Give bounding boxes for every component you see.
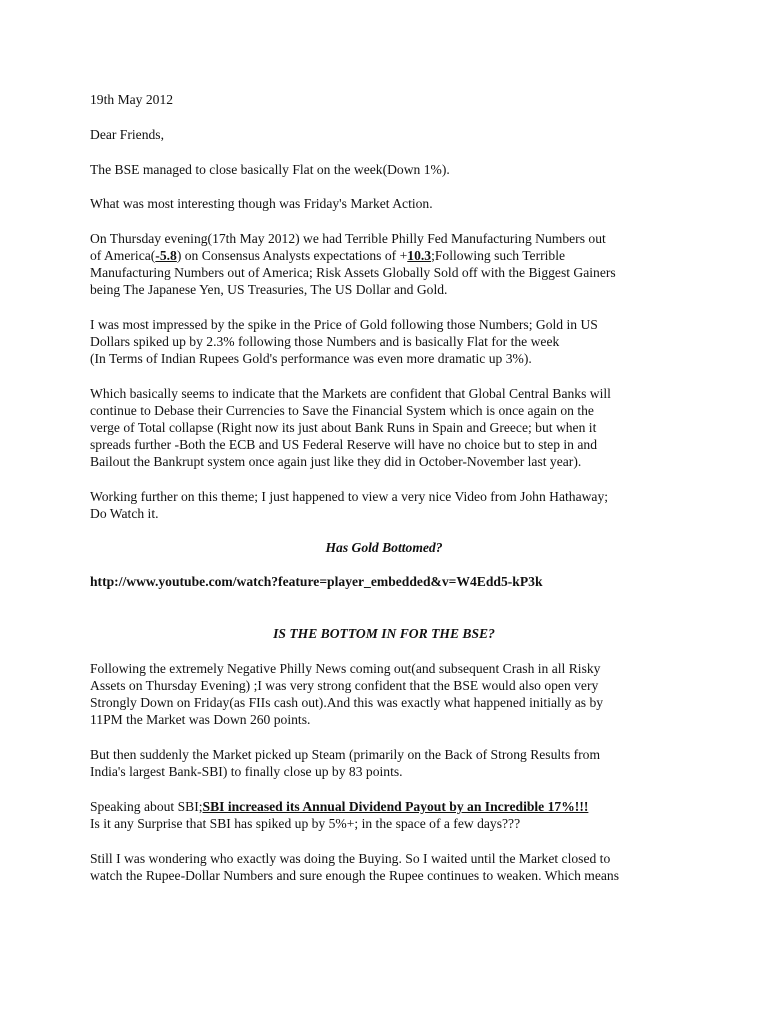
paragraph-central-banks-line-1: Which basically seems to indicate that the Markets are confident that Global Central Banks will <box>90 386 611 401</box>
paragraph-central-banks-line-5: Bailout the Bankrupt system once again just like they did in October-November last year). <box>90 454 582 469</box>
paragraph-central-banks-line-2: continue to Debase their Currencies to Save the Financial System which is once again on the <box>90 403 594 418</box>
paragraph-gold-line-3: (In Terms of Indian Rupees Gold's performance was even more dramatic up 3%). <box>90 351 532 366</box>
paragraph-philly-line-2 <box>90 247 565 265</box>
video-link[interactable]: http://www.youtube.com/watch?feature=player_embedded&v=W4Edd5-kP3k <box>90 574 543 589</box>
philly-expected-value: 10.3 <box>407 248 432 263</box>
paragraph-crash-line-3: Strongly Down on Friday(as FIIs cash out).And this was exactly what happened initially as by <box>90 695 604 710</box>
paragraph-gold-line-2: Dollars spiked up by 2.3% following those Numbers and is basically Flat for the week <box>90 334 560 349</box>
paragraph-video-line-1: Working further on this theme; I just happened to view a very nice Video from John Hathaway; <box>90 489 609 504</box>
paragraph-crash-line-2: Assets on Thursday Evening) ;I was very strong confident that the BSE would also open very <box>90 678 599 693</box>
paragraph-sbi-results-line-2: India's largest Bank-SBI) to finally close up by 83 points. <box>90 764 403 779</box>
paragraph-rupee-line-1: Still I was wondering who exactly was doing the Buying. So I waited until the Market closed to <box>90 851 611 866</box>
section-heading: IS THE BOTTOM IN FOR THE BSE? <box>273 626 495 641</box>
paragraph-rupee-line-2: watch the Rupee-Dollar Numbers and sure enough the Rupee continues to weaken. Which means <box>90 868 619 883</box>
philly-actual-value: -5.8 <box>155 248 177 263</box>
paragraph-philly-line-4: being The Japanese Yen, US Treasuries, The US Dollar and Gold. <box>90 282 448 297</box>
paragraph-sbi-dividend-line-2: Is it any Surprise that SBI has spiked up by 5%+; in the space of a few days??? <box>90 816 521 831</box>
sbi-intro-text: Speaking about SBI; <box>90 799 203 814</box>
letter-date: 19th May 2012 <box>90 92 174 107</box>
paragraph-philly-line-3: Manufacturing Numbers out of America; Risk Assets Globally Sold off with the Biggest Gainers <box>90 265 616 280</box>
paragraph-central-banks-line-3: verge of Total collapse (Right now its just about Bank Runs in Spain and Greece; but when it <box>90 420 597 435</box>
paragraph-video-line-2: Do Watch it. <box>90 506 159 521</box>
video-heading: Has Gold Bottomed? <box>325 540 443 555</box>
salutation: Dear Friends, <box>90 127 164 142</box>
philly-text-a: of America( <box>90 248 156 263</box>
paragraph-crash-line-1: Following the extremely Negative Philly News coming out(and subsequent Crash in all Risky <box>90 661 601 676</box>
paragraph-central-banks-line-4: spreads further -Both the ECB and US Federal Reserve will have no choice but to step in and <box>90 437 597 452</box>
paragraph-crash-line-4: 11PM the Market was Down 260 points. <box>90 712 311 727</box>
paragraph-friday-action: What was most interesting though was Friday's Market Action. <box>90 196 433 211</box>
paragraph-gold-line-1: I was most impressed by the spike in the Price of Gold following those Numbers; Gold in US <box>90 317 598 332</box>
philly-text-e: ;Following such Terrible <box>431 248 566 263</box>
sbi-dividend-highlight: SBI increased its Annual Dividend Payout by an Incredible 17%!!! <box>202 799 589 814</box>
paragraph-bse-flat: The BSE managed to close basically Flat on the week(Down 1%). <box>90 162 450 177</box>
paragraph-sbi-dividend-line-1 <box>90 798 588 816</box>
paragraph-sbi-results-line-1: But then suddenly the Market picked up Steam (primarily on the Back of Strong Results from <box>90 747 601 762</box>
paragraph-philly-line-1: On Thursday evening(17th May 2012) we had Terrible Philly Fed Manufacturing Numbers out <box>90 231 606 246</box>
philly-text-c: ) on Consensus Analysts expectations of + <box>176 248 408 263</box>
